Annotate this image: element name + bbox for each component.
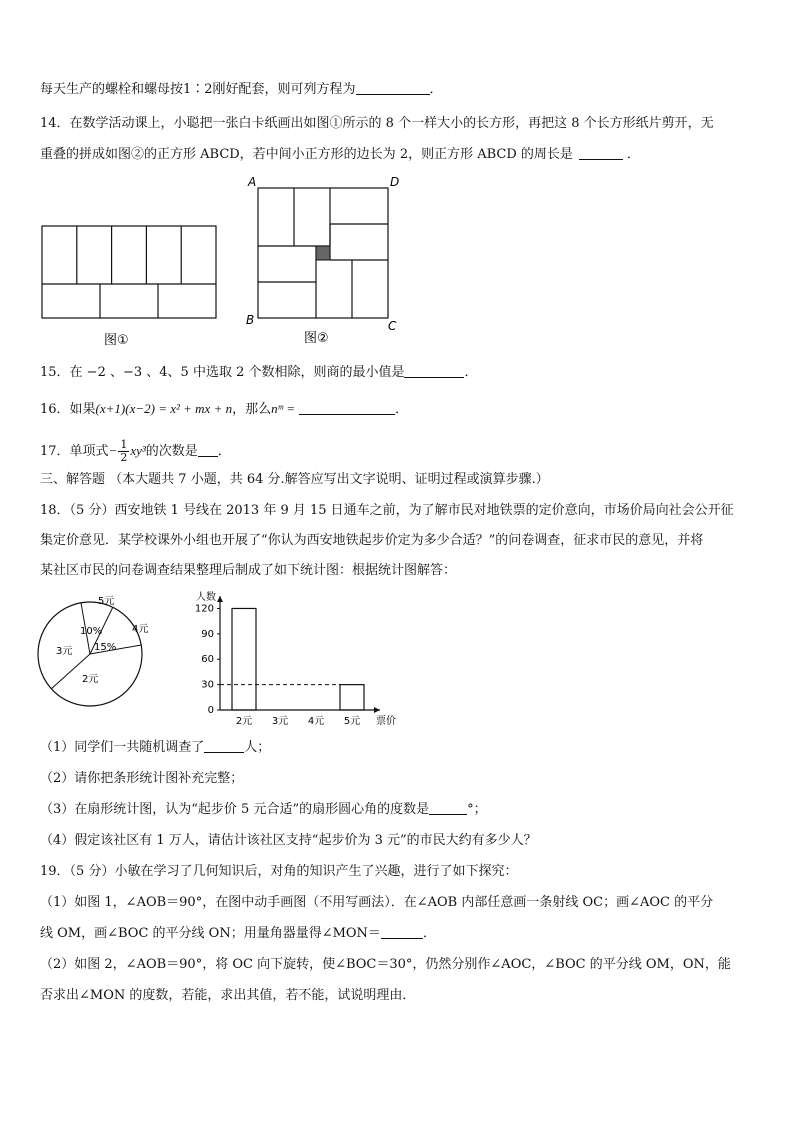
q13-answer-blank[interactable] <box>356 80 430 95</box>
x-tick-label: 3元 <box>271 716 289 727</box>
q18-line3: 某社区市民的问卷调查结果整理后制成了如下统计图：根据统计图解答： <box>40 563 457 578</box>
q16-answer-blank[interactable] <box>299 400 395 415</box>
bar-chart <box>190 586 400 730</box>
q18-sub1: （1）同学们一共随机调查了 人； <box>40 740 271 755</box>
q17: 17．单项式− $\frac{1}{2}$ xy³的次数是 ． <box>40 438 231 464</box>
q16-n-power-m: nᵐ = <box>271 401 296 416</box>
q15: 15．在 −2 、−3 、4、5 中选取 2 个数相除，则商的最小值是 ． <box>40 365 478 380</box>
pie-slice-label: 4元 <box>132 624 149 635</box>
figure-2 <box>244 174 414 354</box>
q19-answer-blank[interactable] <box>381 924 423 939</box>
x-tick-label: 5元 <box>343 716 361 727</box>
x-axis-arrow <box>374 707 380 713</box>
section-3-heading <box>40 470 549 490</box>
y-tick-label: 120 <box>194 603 214 615</box>
q13-text: 每天生产的螺栓和螺母按1∶2刚好配套，则可列方程为 <box>40 82 356 97</box>
label-A: A <box>248 175 257 189</box>
y-tick-label: 60 <box>201 654 214 666</box>
section-3-note: （本大题共 7 小题，共 64 分.解答应写出文字说明、证明过程或演算步骤.） <box>109 472 549 487</box>
q17-fraction: $\frac{1}{2}$ <box>120 438 128 464</box>
bar-5元 <box>340 685 364 710</box>
q17-answer-blank[interactable] <box>198 442 218 457</box>
x-tick-label: 4元 <box>307 716 325 727</box>
y-axis-arrow <box>217 596 223 602</box>
q18-sub2: （2）请你把条形统计图补充完整； <box>40 771 244 786</box>
label-B: B <box>246 313 255 327</box>
pie-slice-label: 3元 <box>56 646 73 657</box>
q19-line2: （1）如图 1，∠AOB＝90°，在图中动手画图（不用写画法）．在∠AOB 内部任意画一条射线 OC；画∠AOC 的平分 <box>40 895 714 910</box>
figure-1 <box>36 220 226 350</box>
x-tick-label: 2元 <box>235 716 253 727</box>
pie-slice-label: 2元 <box>82 674 99 685</box>
y-tick-label: 30 <box>201 679 214 691</box>
y-tick-label: 90 <box>201 628 214 640</box>
q18-sub3-blank[interactable] <box>429 800 467 815</box>
section-3-title: 三、解答题 <box>40 472 106 487</box>
q15-answer-blank[interactable] <box>404 363 464 378</box>
q14-line1: 14．在数学活动课上，小聪把一张白卡纸画出如图①所示的 8 个一样大小的长方形，再把这 8 个长方形纸片剪开，无 <box>40 116 714 131</box>
q19-line5: 否求出∠MON 的度数，若能，求出其值，若不能，试说明理由． <box>40 988 416 1003</box>
q19-line3: 线 OM，画∠BOC 的平分线 ON；用量角器量得∠MON＝ ． <box>40 926 436 941</box>
q18-sub3: （3）在扇形统计图，认为“起步价 5 元合适”的扇形圆心角的度数是 °； <box>40 802 487 817</box>
q18-line1: 18．（5 分）西安地铁 1 号线在 2013 年 9 月 15 日通车之前，为了解市民对地铁票的定价意向，市场价局向社会公开征 <box>40 503 734 518</box>
label-C: C <box>388 319 397 333</box>
fig2-caption: 图② <box>304 331 329 346</box>
q16-expression: (x+1)(x−2) = x² + mx + n <box>95 401 233 416</box>
q14-answer-blank[interactable] <box>579 145 623 160</box>
pie-percent-label: 10% <box>80 626 103 637</box>
fig1-caption: 图① <box>104 333 129 348</box>
q13-tail: 每天生产的螺栓和螺母按1∶2刚好配套，则可列方程为 ． <box>40 82 443 97</box>
q16: 16．如果(x+1)(x−2) = x² + mx + n，那么nᵐ = ． <box>40 401 409 417</box>
fig2-center-square <box>316 246 330 260</box>
x-axis-label: 票价 <box>376 716 396 727</box>
pie-percent-label: 15% <box>94 642 117 653</box>
q18-line2: 集定价意见．某学校课外小组也开展了“你认为西安地铁起步价定为多少合适？”的问卷调查，征求市民的意见，并将 <box>40 533 704 548</box>
q19-line1: 19．（5 分）小敏在学习了几何知识后，对角的知识产生了兴趣，进行了如下探究： <box>40 864 518 879</box>
fig1-outer-rect <box>42 226 216 318</box>
q19-line4: （2）如图 2，∠AOB＝90°，将 OC 向下旋转，使∠BOC＝30°，仍然分别作∠AOC，∠BOC 的平分线 OM，ON，能 <box>40 957 731 972</box>
q14-line2: 重叠的拼成如图②的正方形 ABCD，若中间小正方形的边长为 2，则正方形 ABCD 的周长是 ． <box>40 147 640 162</box>
label-D: D <box>390 175 400 189</box>
bar-2元 <box>232 608 256 710</box>
q18-sub1-blank[interactable] <box>204 738 244 753</box>
y-tick-label: 0 <box>207 705 214 716</box>
pie-chart <box>32 590 182 730</box>
q18-sub4: （4）假定该社区有 1 万人，请估计该社区支持“起步价为 3 元”的市民大约有多少人？ <box>40 833 537 848</box>
y-axis-label: 人数 <box>196 592 216 603</box>
pie-slice-label: 5元 <box>98 596 115 607</box>
